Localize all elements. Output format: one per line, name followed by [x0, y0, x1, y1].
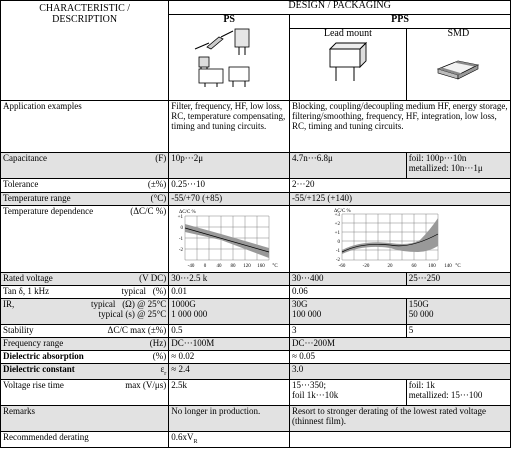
ps-xtick-4: 120 — [243, 264, 252, 269]
application-pps: Blocking, coupling/decoupling medium HF, energy storage, filtering/smoothing, frequency, HF, integration, low loss, RC, timing and tuning circuits. — [290, 101, 511, 153]
temp-dependence-pps — [290, 206, 511, 273]
rise-time-smd: foil: 1k metallized: 15···100 — [406, 379, 510, 405]
ps-graph-ylabel: ΔC/C % — [179, 210, 196, 215]
stability-smd: 5 — [406, 325, 510, 338]
ps-ytick-3: -2 — [179, 248, 184, 253]
ps-ytick-2: -1 — [179, 237, 184, 242]
row-tolerance — [1, 179, 511, 193]
pps-ytick-3: 0 — [337, 240, 341, 245]
capacitance-ps: 10p···2μ — [169, 153, 290, 179]
header-lead-mount: Lead mount — [290, 29, 407, 101]
dielectric-constant-pps: 3.0 — [290, 364, 511, 380]
pps-ytick-5: -2 — [335, 258, 341, 263]
derating-ps: $0.6xV_R$ — [169, 431, 290, 447]
freq-range-label: Frequency range (Hz) — [1, 338, 169, 351]
row-stability — [1, 325, 511, 338]
dielectric-absorption-pps: ≈ 0.05 — [290, 351, 511, 364]
smd-capacitor-image — [428, 39, 488, 87]
ps-xtick-1: 0 — [204, 264, 207, 269]
freq-range-ps: DC···100M — [169, 338, 290, 351]
rise-time-lead: 15···350; foil 1k···10k — [290, 379, 407, 405]
pps-ytick-2: +1 — [334, 231, 341, 236]
pps-xtick-0: -60 — [338, 264, 346, 269]
ps-xtick-5: 160 — [257, 264, 266, 269]
header-ps: PS — [169, 15, 290, 101]
capacitance-label: Capacitance (F) — [1, 153, 169, 179]
rated-voltage-lead: 30···400 — [290, 273, 407, 286]
pps-ytick-4: -1 — [335, 249, 341, 254]
ir-lead: 30G 100 000 — [290, 299, 407, 325]
rated-voltage-ps: 30···2.5 k — [169, 273, 290, 286]
freq-range-pps: DC···200M — [290, 338, 511, 351]
row-tan — [1, 286, 511, 299]
row-rated-voltage — [1, 273, 511, 286]
header-smd: SMD — [406, 29, 510, 101]
dielectric-constant-label: Dielectric constant $\varepsilon_r$ — [1, 364, 169, 380]
row-capacitance — [1, 153, 511, 179]
pps-ytick-0: +3 — [334, 213, 341, 218]
dielectric-constant-ps: ≈ 2.4 — [169, 364, 290, 380]
pps-temperature-graph — [292, 206, 497, 270]
capacitance-lead: 4.7n···6.8μ — [290, 153, 407, 179]
pps-xtick-5: 140 — [444, 264, 452, 269]
ir-smd: 150G 50 000 — [406, 299, 510, 325]
capacitance-smd: foil: 100p···10n metallized: 10n···1μ — [406, 153, 510, 179]
row-derating — [1, 431, 511, 447]
temp-dependence-ps — [169, 206, 290, 273]
row-ir — [1, 299, 511, 325]
ps-xunit: °C — [272, 264, 278, 269]
derating-label: Recommended derating — [1, 431, 169, 447]
ps-ytick-0: +1 — [177, 215, 184, 220]
temp-dependence-label: Temperature dependence (ΔC/C %) — [1, 206, 169, 273]
row-dielectric-absorption — [1, 351, 511, 364]
pps-graph-ylabel: ΔC/C % — [334, 209, 351, 214]
stability-ps: 0.5 — [169, 325, 290, 338]
ps-xtick-0: -40 — [187, 264, 195, 269]
row-rise-time — [1, 379, 511, 405]
tolerance-ps: 0.25···10 — [169, 179, 290, 193]
application-ps: Filter, frequency, HF, low loss, RC, temperature compensating, timing and tuning circuits. — [169, 101, 290, 153]
row-temp-range — [1, 193, 511, 206]
temp-range-ps: -55/+70 (+85) — [169, 193, 290, 206]
tolerance-pps: 2···20 — [290, 179, 511, 193]
ir-label: IR, typical (Ω) @ 25°C typical (s) @ 25°C — [1, 299, 169, 325]
rated-voltage-label: Rated voltage (V DC) — [1, 273, 169, 286]
row-frequency-range — [1, 338, 511, 351]
row-application — [1, 101, 511, 153]
pps-xtick-1: -20 — [362, 264, 370, 269]
pps-xtick-3: 60 — [411, 264, 417, 269]
rated-voltage-smd: 25···250 — [406, 273, 510, 286]
rise-time-label: Voltage rise time max (V/μs) — [1, 379, 169, 405]
application-label: Application examples — [1, 101, 169, 153]
tolerance-label: Tolerance (±%) — [1, 179, 169, 193]
stability-lead: 3 — [290, 325, 407, 338]
header-pps: PPS — [290, 15, 511, 29]
ir-ps: 1000G 1 000 000 — [169, 299, 290, 325]
ps-ytick-1: 0 — [180, 226, 184, 231]
header-design: DESIGN / PACKAGING — [169, 1, 511, 15]
temp-range-pps: -55/+125 (+140) — [290, 193, 511, 206]
header-row-1 — [1, 1, 511, 15]
dielectric-absorption-label: Dielectric absorption (%) — [1, 351, 169, 364]
pps-xunit: °C — [455, 264, 461, 269]
row-remarks — [1, 405, 511, 431]
ps-xtick-2: 40 — [216, 264, 222, 269]
header-characteristic: CHARACTERISTIC / DESCRIPTION — [1, 1, 169, 101]
remarks-ps: No longer in production. — [169, 405, 290, 431]
tan-label: Tan δ, 1 kHz typical (%) — [1, 286, 169, 299]
row-temp-dependence — [1, 206, 511, 273]
temp-range-label: Temperature range (°C) — [1, 193, 169, 206]
dielectric-absorption-ps: ≈ 0.02 — [169, 351, 290, 364]
tan-pps: 0.06 — [290, 286, 511, 299]
remarks-pps: Resort to stronger derating of the lowest rated voltage (thinnest film). — [290, 405, 511, 431]
rise-time-ps: 2.5k — [169, 379, 290, 405]
remarks-label: Remarks — [1, 405, 169, 431]
ps-xtick-3: 80 — [230, 264, 236, 269]
ps-temperature-graph — [171, 206, 283, 270]
stability-label: Stability ΔC/C max (±%) — [1, 325, 169, 338]
lead-mount-capacitor-image — [318, 39, 378, 87]
pps-xtick-2: 20 — [387, 264, 393, 269]
pps-ytick-1: +2 — [334, 222, 341, 227]
tan-ps: 0.01 — [169, 286, 290, 299]
pps-xtick-4: 100 — [428, 264, 436, 269]
row-dielectric-constant — [1, 364, 511, 380]
derating-pps — [290, 431, 511, 447]
ps-capacitor-image — [189, 25, 269, 87]
